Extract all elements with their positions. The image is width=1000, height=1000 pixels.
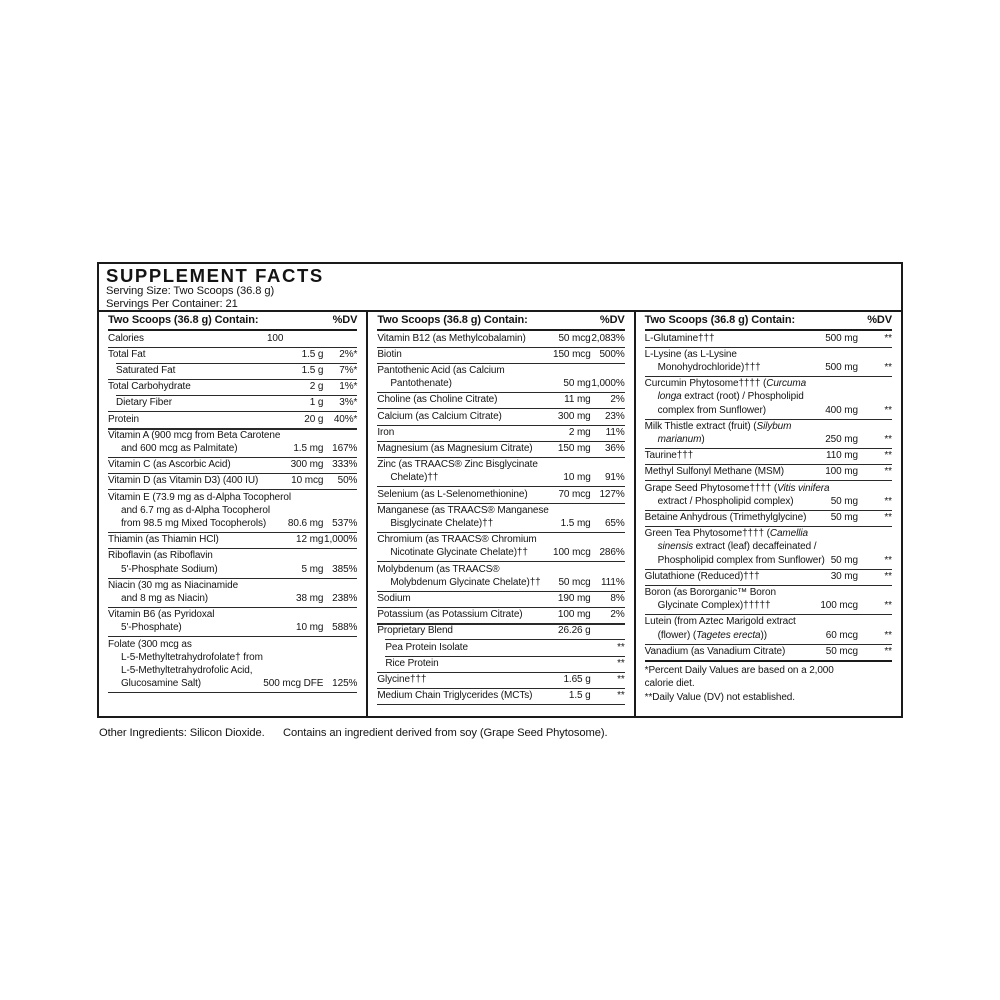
nutrient-name-line: Vitamin A (900 mcg from Beta Carotene (108, 429, 281, 441)
facts-columns (99, 310, 901, 716)
nutrient-last-line (108, 413, 357, 426)
dv-value: 91% (604, 472, 625, 484)
dv-value: ** (884, 362, 892, 374)
nutrient-row (645, 347, 892, 376)
nutrient-row (377, 347, 624, 363)
nutrient-last-line (645, 433, 892, 446)
column-header-contain: Two Scoops (36.8 g) Contain: (108, 314, 259, 326)
botanical-name-italic: Camellia (769, 528, 808, 540)
nutrient-name-line: Zinc (as TRAACS® Zinc Bisglycinate (377, 459, 538, 471)
amount-value: 100 mcg (553, 547, 591, 559)
nutrient-last-line (108, 563, 357, 576)
nutrient-row (108, 411, 357, 427)
amount-value: 60 mcg (825, 629, 858, 641)
footnote-line: *Percent Daily Values are based on a 2,000 (644, 665, 834, 677)
nutrient-name-line: Lutein (from Aztec Marigold extract (644, 616, 796, 628)
nutrient-name-line: Iron (377, 426, 395, 438)
nutrient-name-line: Protein (108, 413, 139, 425)
column-header-contain: Two Scoops (36.8 g) Contain: (644, 314, 796, 326)
nutrient-row (377, 503, 624, 532)
nutrient-last-line (377, 426, 624, 439)
amount-value: 50 mcg (558, 576, 591, 588)
nutrient-name-line: Taurine††† (644, 450, 694, 462)
amount-value: 11 mg (564, 394, 591, 406)
nutrient-row (645, 448, 892, 464)
amount-value: 150 mcg (553, 348, 591, 360)
allergen-note: Contains an ingredient derived from soy (Grape Seed Phytosome). (283, 727, 608, 739)
nutrient-name-line: Vitamin C (as Ascorbic Acid) (108, 459, 231, 471)
botanical-name-italic: marianum (657, 434, 702, 446)
nutrient-last-line (645, 629, 892, 642)
nutrient-last-line (377, 673, 624, 686)
nutrient-row (108, 379, 357, 395)
nutrient-name-line: Pantothenate) (390, 378, 452, 390)
nutrient-name-line: complex from Sunflower) (657, 404, 766, 416)
dv-value: 385% (332, 563, 358, 575)
dv-value: ** (884, 600, 892, 612)
name-text: (flower) ( (657, 629, 697, 641)
nutrient-last-line (645, 495, 892, 508)
nutrient-name-line: Molybdenum (as TRAACS® (377, 563, 500, 575)
nutrient-row (108, 347, 357, 363)
nutrient-name-line: Folate (300 mcg as (108, 638, 192, 650)
dv-value: ** (884, 332, 892, 344)
botanical-name-italic: Curcuma (766, 378, 807, 390)
nutrient-row (108, 548, 357, 577)
amount-value: 190 mg (557, 592, 591, 604)
facts-column-1 (99, 312, 366, 716)
nutrient-row (645, 376, 892, 419)
nutrient-name-line: Molybdenum Glycinate Chelate)†† (390, 576, 541, 588)
amount-value: 10 mg (296, 622, 324, 634)
amount-value: 1.5 mg (560, 517, 591, 529)
dv-value: ** (884, 629, 892, 641)
nutrient-name-line: Proprietary Blend (377, 625, 453, 637)
nutrient-name-line: extract / Phospholipid complex) (657, 495, 794, 507)
name-text: extract (leaf) decaffeinated / (692, 541, 817, 553)
nutrient-row (377, 425, 624, 441)
nutrient-name-line: Saturated Fat (116, 365, 176, 377)
dv-value: ** (884, 495, 892, 507)
nutrient-row (377, 607, 624, 623)
serving-size: Serving Size: Two Scoops (36.8 g) (106, 285, 275, 297)
amount-value: 26.26 g (557, 625, 591, 637)
nutrient-last-line (377, 608, 624, 621)
dv-value: 2%* (339, 348, 358, 360)
nutrient-name-line: Calories (108, 332, 144, 344)
nutrient-name-line: and 8 mg as Niacin) (121, 592, 209, 604)
nutrient-row (108, 636, 357, 692)
facts-column-2 (366, 312, 633, 716)
nutrient-row (377, 457, 624, 486)
column-header-dv: %DV (332, 314, 358, 326)
nutrient-row (645, 464, 892, 480)
nutrient-last-line (377, 624, 624, 637)
nutrient-name-line: Vitamin E (73.9 mg as d-Alpha Tocopherol (108, 491, 291, 503)
nutrient-last-line (108, 364, 357, 377)
nutrient-name-line: Glycinate Complex)††††† (657, 600, 771, 612)
amount-value: 500 mcg DFE (263, 678, 324, 690)
amount-value: 10 mg (563, 472, 591, 484)
nutrient-name-line: Selenium (as L-Selenomethionine) (377, 488, 528, 500)
nutrient-last-line (645, 645, 892, 658)
dv-value: 1,000% (324, 534, 358, 546)
dv-value: 36% (604, 443, 625, 455)
dv-value: 238% (332, 592, 358, 604)
nutrient-name-line: Choline (as Choline Citrate) (377, 394, 498, 406)
dv-value: ** (617, 641, 625, 653)
amount-value: 500 mg (825, 332, 858, 344)
nutrient-last-line (377, 576, 624, 589)
amount-value: 50 mcg (558, 332, 591, 344)
nutrient-last-line (377, 641, 624, 654)
other-ingredients-note: Other Ingredients: Silicon Dioxide. (99, 727, 265, 739)
amount-value: 250 mg (825, 434, 858, 446)
amount-value: 1.5 g (301, 348, 324, 360)
dv-value: ** (617, 673, 625, 685)
nutrient-name-line: L-Lysine (as L-Lysine (644, 348, 737, 360)
nutrient-last-line (645, 570, 892, 583)
nutrient-row (108, 331, 357, 347)
amount-value: 80.6 mg (287, 517, 324, 529)
nutrient-name-line: Betaine Anhydrous (Trimethylglycine) (644, 512, 807, 524)
nutrient-name-line: Glutathione (Reduced)††† (644, 570, 760, 582)
nutrient-name-line (645, 377, 892, 390)
nutrient-row (108, 489, 357, 532)
nutrient-last-line (377, 517, 624, 530)
column-header-row (377, 312, 624, 331)
nutrient-name-line: Sodium (377, 592, 411, 604)
nutrient-row (645, 526, 892, 569)
nutrient-row (108, 532, 357, 548)
dv-value: ** (617, 690, 625, 702)
nutrient-row (377, 639, 624, 655)
nutrient-name-line: Bisglycinate Chelate)†† (390, 517, 494, 529)
dv-value: 500% (599, 348, 625, 360)
amount-value: 70 mcg (558, 488, 591, 500)
nutrient-last-line (108, 458, 357, 471)
nutrient-name-line: Manganese (as TRAACS® Manganese (377, 504, 549, 516)
amount-value: 10 mcg (291, 475, 324, 487)
nutrient-row (377, 441, 624, 457)
nutrient-row (108, 607, 357, 636)
amount-value: 100 mcg (820, 600, 858, 612)
nutrient-name-line: Boron (as Bororganic™ Boron (644, 586, 776, 598)
nutrient-name-line: Magnesium (as Magnesium Citrate) (377, 443, 533, 455)
dv-value: 125% (332, 678, 358, 690)
dv-value: 1%* (339, 381, 358, 393)
nutrient-row (377, 331, 624, 347)
nutrient-last-line (645, 361, 892, 374)
nutrient-row (645, 569, 892, 585)
botanical-name-italic: sinensis (657, 541, 693, 553)
dv-value: ** (884, 570, 892, 582)
nutrient-name-line: Pantothenic Acid (as Calcium (377, 365, 505, 377)
nutrient-name-line: Niacin (30 mg as Niacinamide (108, 579, 239, 591)
nutrient-name-line: 5'-Phosphate) (121, 622, 182, 634)
nutrient-last-line (108, 442, 357, 455)
nutrient-name-line: L-5-Methyltetrahydrofolate† from (121, 651, 263, 663)
nutrient-last-line (108, 517, 357, 530)
nutrient-row (645, 480, 892, 509)
amount-value: 300 mg (557, 410, 591, 422)
nutrient-row (645, 419, 892, 448)
amount-value: 1.5 mg (293, 443, 324, 455)
nutrient-last-line (108, 533, 357, 546)
nutrient-row (645, 614, 892, 643)
nutrient-last-line (377, 393, 624, 406)
nutrient-last-line (108, 621, 357, 634)
nutrient-name-line (645, 482, 892, 495)
nutrient-last-line (108, 592, 357, 605)
nutrient-last-line (645, 404, 892, 417)
column-header-dv: %DV (867, 314, 892, 326)
nutrient-row (377, 688, 624, 704)
dv-value: ** (884, 466, 892, 478)
nutrient-last-line (108, 396, 357, 409)
dv-value: 8% (610, 592, 625, 604)
amount-value: 20 g (304, 413, 324, 425)
nutrient-last-line (377, 377, 624, 390)
dv-value: 40%* (333, 413, 358, 425)
nutrient-last-line (645, 449, 892, 462)
nutrient-row (377, 623, 624, 639)
dv-value: 333% (332, 459, 358, 471)
nutrient-row (377, 561, 624, 590)
amount-value: 100 mg (825, 466, 858, 478)
botanical-name-italic: Tagetes erecta (696, 629, 761, 641)
dv-value: ** (884, 434, 892, 446)
servings-per-container: Servings Per Container: 21 (106, 298, 238, 310)
supplement-facts-panel (97, 262, 903, 718)
column-header-dv: %DV (599, 314, 625, 326)
nutrient-name-line: Riboflavin (as Riboflavin (108, 550, 213, 562)
nutrient-name-line: Vitamin B12 (as Methylcobalamin) (377, 332, 526, 344)
nutrient-last-line (377, 689, 624, 702)
botanical-name-italic: longa (657, 391, 682, 403)
nutrient-name-line: Total Fat (108, 348, 146, 360)
nutrient-name-line: Phospholipid complex from Sunflower) (657, 554, 825, 566)
nutrient-name-line (645, 629, 767, 642)
dv-value: ** (884, 645, 892, 657)
nutrient-name-line: Biotin (377, 348, 402, 360)
botanical-name-italic: Silybum (756, 420, 792, 432)
nutrient-name-line: Calcium (as Calcium Citrate) (377, 410, 502, 422)
amount-value: 1.65 g (563, 673, 591, 685)
dv-value: 50% (337, 475, 358, 487)
amount-value: 1.5 g (568, 690, 591, 702)
amount-value: 30 mg (830, 570, 858, 582)
nutrient-row (377, 656, 624, 672)
amount-value: 1.5 g (301, 365, 324, 377)
nutrient-last-line (377, 657, 624, 670)
nutrient-last-line (377, 332, 624, 345)
name-text: Grape Seed Phytosome†††† ( (644, 482, 778, 494)
nutrient-row (377, 532, 624, 561)
amount-value: 2 g (309, 381, 324, 393)
nutrient-name-line: Vitamin D (as Vitamin D3) (400 IU) (108, 475, 259, 487)
nutrient-name-line: Vanadium (as Vanadium Citrate) (644, 645, 786, 657)
name-text: Curcumin Phytosome†††† ( (644, 378, 767, 390)
amount-value: 100 mg (557, 609, 591, 621)
nutrient-last-line (377, 471, 624, 484)
nutrient-name-line: and 6.7 mg as d-Alpha Tocopherol (121, 504, 270, 516)
dv-value: ** (884, 404, 892, 416)
botanical-name-italic: Vitis vinifera (777, 482, 830, 494)
nutrient-name-line (645, 527, 892, 540)
bottom-notes (99, 726, 929, 742)
column-header-contain: Two Scoops (36.8 g) Contain: (377, 314, 528, 326)
nutrient-row (108, 363, 357, 379)
panel-title: SUPPLEMENT FACTS (106, 265, 324, 286)
nutrient-name-line: from 98.5 mg Mixed Tocopherols) (121, 517, 267, 529)
daily-value-footnotes (645, 660, 892, 704)
nutrient-row (108, 428, 357, 457)
nutrient-row (377, 408, 624, 424)
nutrient-name-line: 5'-Phosphate Sodium) (121, 563, 218, 575)
dv-value: ** (617, 657, 625, 669)
name-text: ) (701, 434, 705, 446)
column-end-rule (377, 704, 624, 705)
footnote-line: **Daily Value (DV) not established. (644, 691, 795, 703)
nutrient-row (645, 644, 892, 660)
nutrient-name-line: Vitamin B6 (as Pyridoxal (108, 609, 215, 621)
nutrient-name-line: Rice Protein (385, 657, 439, 669)
nutrient-name-line (645, 540, 892, 553)
amount-value: 150 mg (557, 443, 591, 455)
amount-value: 1 g (309, 397, 324, 409)
nutrient-name-line (645, 433, 705, 446)
amount-value: 5 mg (301, 563, 324, 575)
nutrient-last-line (645, 332, 892, 345)
nutrient-last-line (645, 599, 892, 612)
nutrient-name-line: Glycine††† (377, 673, 427, 685)
dv-value: 588% (332, 622, 358, 634)
nutrient-last-line (108, 380, 357, 393)
nutrient-name-line: Chelate)†† (390, 472, 439, 484)
nutrient-name-line: Chromium (as TRAACS® Chromium (377, 534, 537, 546)
nutrient-name-line: L-5-Methyltetrahydrofolic Acid, (121, 664, 253, 676)
nutrient-last-line (377, 488, 624, 501)
nutrient-last-line (645, 511, 892, 524)
dv-value: ** (884, 512, 892, 524)
nutrient-name-line: and 600 mcg as Palmitate) (121, 443, 238, 455)
nutrient-name-line: L-Glutamine††† (644, 332, 715, 344)
nutrient-last-line (645, 554, 892, 567)
amount-value: 12 mg (296, 534, 324, 546)
dv-value: 2% (610, 609, 625, 621)
dv-value: 2,083% (591, 332, 625, 344)
nutrient-name-line: Thiamin (as Thiamin HCl) (108, 534, 219, 546)
footnote-line: calorie diet. (644, 678, 695, 690)
amount-value: 50 mg (830, 512, 858, 524)
column-header-row (645, 312, 892, 331)
nutrient-row (377, 672, 624, 688)
amount-value: 50 mg (830, 554, 858, 566)
amount-value: 100 (266, 332, 284, 344)
nutrient-row (645, 585, 892, 614)
nutrient-last-line (377, 410, 624, 423)
nutrient-last-line (645, 465, 892, 478)
nutrient-row (377, 591, 624, 607)
amount-value: 500 mg (825, 362, 858, 374)
dv-value: 286% (599, 547, 625, 559)
nutrient-name-line (645, 390, 892, 403)
nutrient-last-line (108, 348, 357, 361)
nutrient-row (108, 473, 357, 489)
dv-value: 7%* (339, 365, 358, 377)
nutrient-name-line: Potassium (as Potassium Citrate) (377, 609, 523, 621)
column-end-rule (108, 692, 357, 693)
name-text: Milk Thistle extract (fruit) ( (644, 420, 757, 432)
nutrient-last-line (377, 442, 624, 455)
dv-value: 1,000% (591, 378, 625, 390)
nutrient-last-line (108, 474, 357, 487)
amount-value: 50 mg (563, 378, 591, 390)
nutrient-last-line (377, 348, 624, 361)
amount-value: 50 mg (830, 495, 858, 507)
nutrient-row (645, 331, 892, 347)
dv-value: 3%* (339, 397, 358, 409)
amount-value: 300 mg (290, 459, 324, 471)
dv-value: 537% (332, 517, 358, 529)
dv-value: 23% (604, 410, 625, 422)
nutrient-name-line: Glucosamine Salt) (121, 678, 201, 690)
name-text: extract (root) / Phospholipid (681, 391, 804, 403)
nutrient-name-line: Monohydrochloride)††† (657, 362, 761, 374)
nutrient-row (377, 486, 624, 502)
nutrient-last-line (108, 332, 357, 345)
nutrient-row (377, 392, 624, 408)
dv-value: 127% (599, 488, 625, 500)
nutrient-name-line: Dietary Fiber (116, 397, 172, 409)
panel-header (99, 264, 901, 310)
amount-value: 400 mg (825, 404, 858, 416)
nutrient-last-line (377, 546, 624, 559)
nutrient-name-line: Pea Protein Isolate (385, 641, 468, 653)
dv-value: 111% (600, 576, 625, 588)
nutrient-last-line (377, 592, 624, 605)
name-text: )) (760, 629, 767, 641)
nutrient-row (108, 457, 357, 473)
name-text: Green Tea Phytosome†††† ( (644, 528, 770, 540)
nutrient-row (377, 363, 624, 392)
nutrient-name-line: Total Carbohydrate (108, 381, 191, 393)
nutrient-row (108, 395, 357, 411)
dv-value: 65% (604, 517, 625, 529)
amount-value: 38 mg (296, 592, 324, 604)
nutrient-name-line (645, 420, 892, 433)
dv-value: ** (884, 450, 892, 462)
dv-value: 167% (332, 443, 358, 455)
amount-value: 110 mg (825, 450, 858, 462)
facts-column-3 (634, 312, 901, 716)
nutrient-name-line: Nicotinate Glycinate Chelate)†† (390, 547, 528, 559)
dv-value: 11% (605, 426, 625, 438)
dv-value: ** (884, 554, 892, 566)
column-header-row (108, 312, 357, 331)
nutrient-last-line (108, 677, 357, 690)
amount-value: 50 mcg (825, 645, 858, 657)
amount-value: 2 mg (568, 426, 591, 438)
nutrient-name-line: Methyl Sulfonyl Methane (MSM) (644, 466, 785, 478)
nutrient-name-line: Medium Chain Triglycerides (MCTs) (377, 690, 533, 702)
nutrient-row (108, 578, 357, 607)
nutrient-row (645, 510, 892, 526)
dv-value: 2% (610, 394, 625, 406)
